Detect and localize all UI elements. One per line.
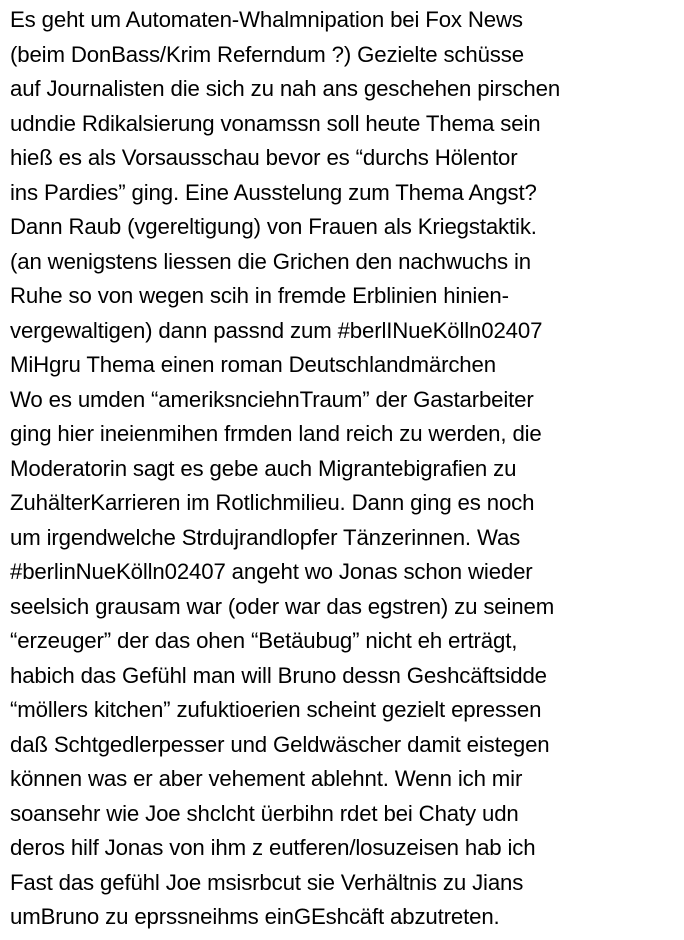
text-line: um irgendwelche Strdujrandlopfer Tänzerinnen. Was (10, 524, 521, 550)
text-line: Fast das gefühl Joe msisrbcut sie Verhältnis zu Jians (10, 869, 524, 895)
text-line: (beim DonBass/Krim Referndum ?) Gezielte schüsse (10, 41, 524, 67)
text-line: vergewaltigen) dann passnd zum #berlINueKölln02407 (10, 317, 543, 343)
text-line: auf Journalisten die sich zu nah ans geschehen pirschen (10, 76, 561, 101)
text-line: hieß es als Vorsausschau bevor es “durchs Hölentor (10, 145, 518, 170)
text-line: daß Schtgedlerpesser und Geldwäscher damit eistegen (10, 731, 550, 757)
text-line: seelsich grausam war (oder war das egstren) zu seinem (10, 593, 555, 619)
text-line: MiHgru Thema einen roman Deutschlandmärchen (10, 352, 496, 377)
text-line: Ruhe so von wegen scih in fremde Erblinien hinien- (10, 283, 509, 308)
text-line: können was er aber vehement ablehnt. Wenn ich mir (10, 766, 523, 791)
text-line: #berlinNueKölln02407 angeht wo Jonas schon wieder (10, 559, 533, 584)
text-line: ins Pardies” ging. Eine Ausstelung zum Thema Angst? (10, 179, 537, 205)
text-line: Es geht um Automaten-Whalmnipation bei Fox News (10, 7, 523, 32)
text-line: habich das Gefühl man will Bruno dessn Geshcäftsidde (10, 662, 547, 688)
text-line: ZuhälterKarrieren im Rotlichmilieu. Dann ging es noch (10, 490, 535, 515)
text-line: umBruno zu eprssneihms einGEshcäft abzutreten. (10, 904, 500, 929)
text-line: deros hilf Jonas von ihm z eutferen/losuzeisen hab ich (10, 835, 536, 860)
text-line: “erzeuger” der das ohen “Betäubug” nicht eh erträgt, (10, 628, 518, 653)
text-line: Dann Raub (vgereltigung) von Frauen als Kriegstaktik. (10, 214, 537, 239)
text-line: udndie Rdikalsierung vonamssn soll heute Thema sein (10, 110, 541, 136)
document-body-text (10, 3, 680, 935)
text-line: Moderatorin sagt es gebe auch Migrantebigrafien zu (10, 455, 517, 481)
text-line: (an wenigstens liessen die Grichen den nachwuchs in (10, 248, 531, 274)
text-line: ging hier ineienmihen frmden land reich zu werden, die (10, 421, 542, 446)
text-line: soansehr wie Joe shclcht üerbihn rdet bei Chaty udn (10, 800, 519, 826)
text-line: Wo es umden “ameriksnciehnTraum” der Gastarbeiter (10, 386, 534, 412)
text-line: “möllers kitchen” zufuktioerien scheint gezielt epressen (10, 697, 542, 722)
